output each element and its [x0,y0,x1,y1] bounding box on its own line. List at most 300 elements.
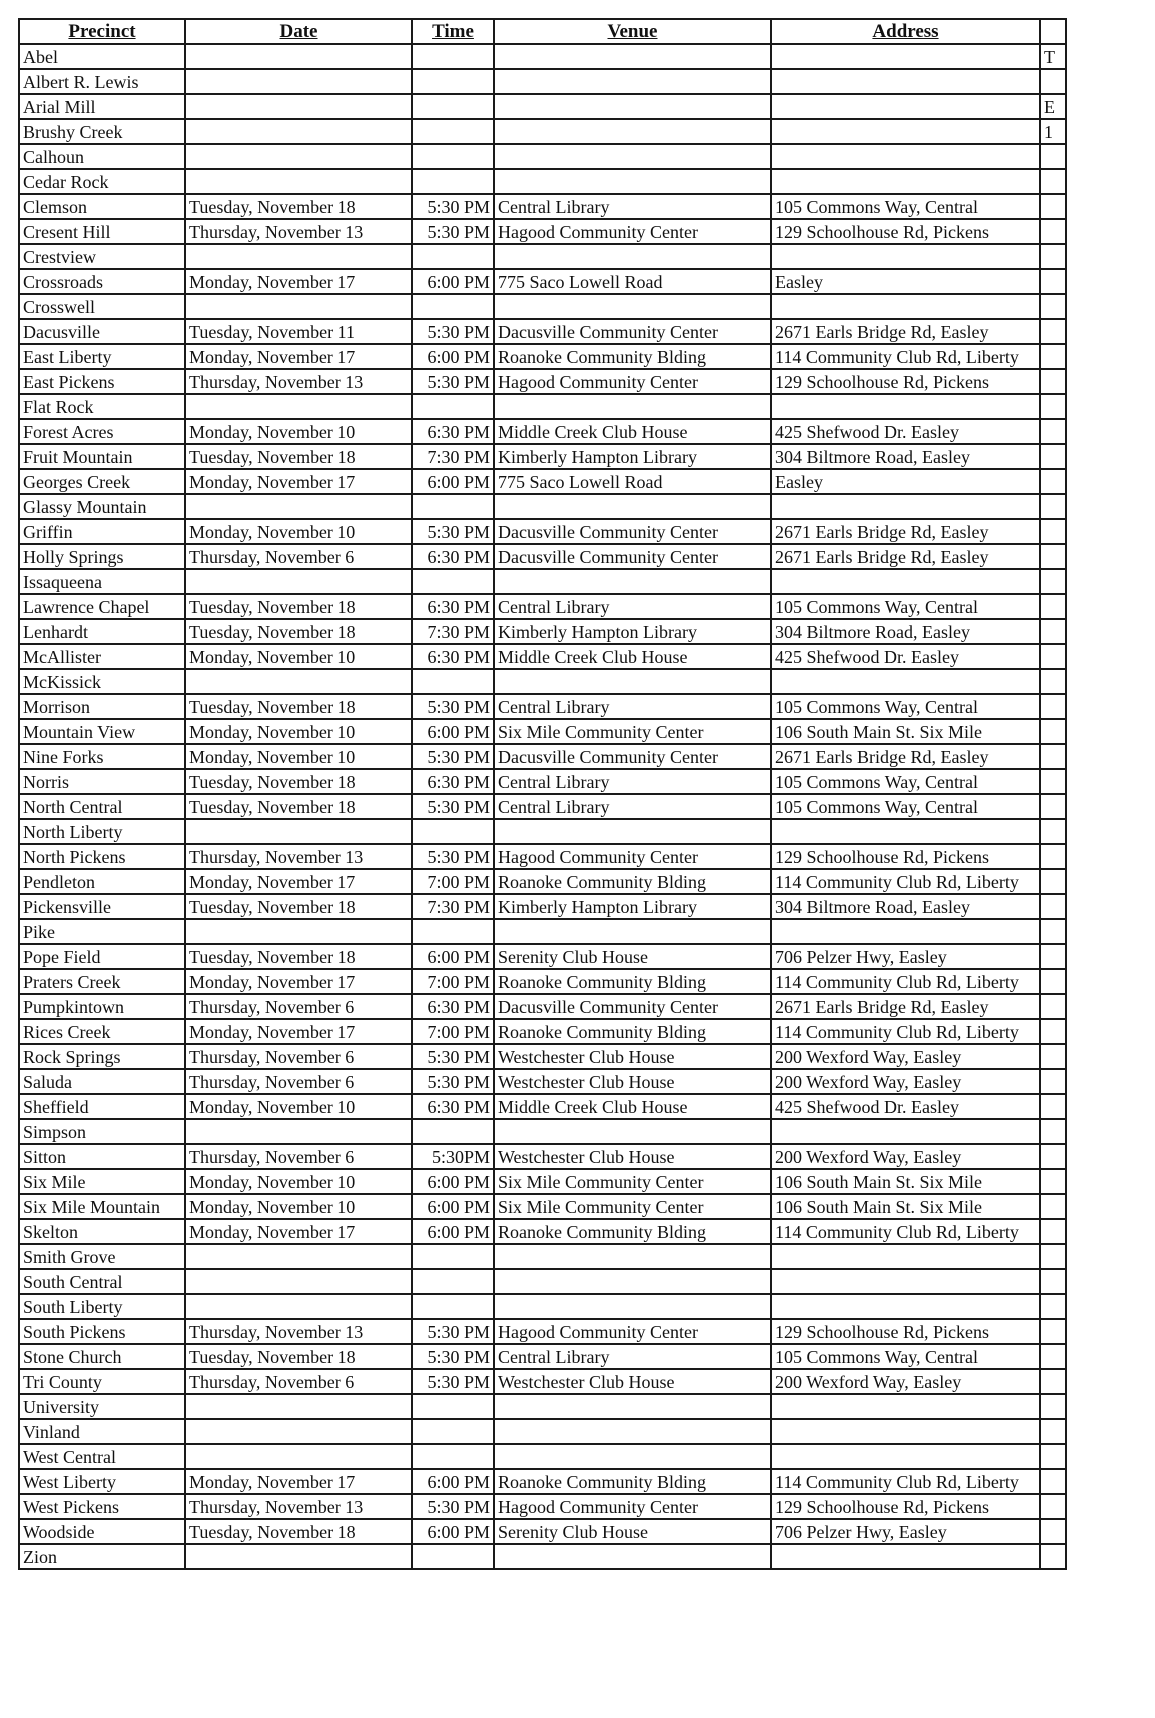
table-row [19,619,1066,644]
time-cell: 6:00 PM [412,1194,494,1219]
address-cell: 129 Schoolhouse Rd, Pickens [771,844,1040,869]
cropped-cell [1040,894,1066,919]
precinct-cell: Albert R. Lewis [19,69,185,94]
precinct-cell: Pumpkintown [19,994,185,1019]
table-row [19,169,1066,194]
precinct-cell: Six Mile Mountain [19,1194,185,1219]
venue-cell: Roanoke Community Blding [494,344,771,369]
time-cell: 5:30 PM [412,1319,494,1344]
venue-cell [494,119,771,144]
date-cell: Monday, November 17 [185,1019,412,1044]
precinct-cell: Lenhardt [19,619,185,644]
precinct-cell: Calhoun [19,144,185,169]
cropped-cell [1040,869,1066,894]
date-cell [185,244,412,269]
precinct-cell: Rices Creek [19,1019,185,1044]
address-cell: 106 South Main St. Six Mile [771,719,1040,744]
precinct-cell: Pendleton [19,869,185,894]
date-cell: Monday, November 10 [185,1194,412,1219]
precinct-cell: Griffin [19,519,185,544]
precinct-cell: Tri County [19,1369,185,1394]
header-time: Time [412,19,494,44]
cropped-cell [1040,544,1066,569]
venue-cell: Westchester Club House [494,1069,771,1094]
cropped-cell [1040,919,1066,944]
cropped-cell [1040,344,1066,369]
address-cell: 425 Shefwood Dr. Easley [771,419,1040,444]
table-body [19,44,1066,1569]
cropped-cell [1040,469,1066,494]
date-cell: Tuesday, November 18 [185,619,412,644]
venue-cell: Kimberly Hampton Library [494,444,771,469]
date-cell: Monday, November 17 [185,969,412,994]
table-row [19,594,1066,619]
table-row [19,519,1066,544]
date-cell [185,44,412,69]
address-cell [771,394,1040,419]
table-row [19,1394,1066,1419]
venue-cell: Dacusville Community Center [494,744,771,769]
address-cell: 425 Shefwood Dr. Easley [771,1094,1040,1119]
cropped-cell [1040,494,1066,519]
date-cell: Monday, November 17 [185,269,412,294]
table-row [19,469,1066,494]
time-cell [412,919,494,944]
date-cell [185,494,412,519]
cropped-cell [1040,969,1066,994]
date-cell: Monday, November 10 [185,744,412,769]
time-cell [412,69,494,94]
venue-cell: Roanoke Community Blding [494,1219,771,1244]
date-cell: Thursday, November 13 [185,369,412,394]
time-cell [412,1119,494,1144]
address-cell: 114 Community Club Rd, Liberty [771,1219,1040,1244]
address-cell [771,94,1040,119]
precinct-cell: Vinland [19,1419,185,1444]
venue-cell: Hagood Community Center [494,369,771,394]
precinct-cell: Cedar Rock [19,169,185,194]
table-row [19,369,1066,394]
table-row [19,419,1066,444]
venue-cell: Roanoke Community Blding [494,1019,771,1044]
address-cell [771,44,1040,69]
cropped-cell [1040,1494,1066,1519]
precinct-cell: Sheffield [19,1094,185,1119]
date-cell: Thursday, November 13 [185,844,412,869]
cropped-cell [1040,1444,1066,1469]
time-cell [412,1394,494,1419]
address-cell: Easley [771,269,1040,294]
time-cell: 5:30 PM [412,369,494,394]
precinct-cell: Praters Creek [19,969,185,994]
time-cell [412,1244,494,1269]
address-cell [771,1544,1040,1569]
time-cell: 6:00 PM [412,469,494,494]
venue-cell: Kimberly Hampton Library [494,619,771,644]
time-cell: 6:30 PM [412,594,494,619]
address-cell: 129 Schoolhouse Rd, Pickens [771,1319,1040,1344]
table-row [19,844,1066,869]
table-row [19,1194,1066,1219]
cropped-cell [1040,1019,1066,1044]
table-row [19,194,1066,219]
address-cell [771,919,1040,944]
table-row [19,294,1066,319]
venue-cell: Dacusville Community Center [494,319,771,344]
table-row [19,1269,1066,1294]
time-cell [412,394,494,419]
precinct-cell: Forest Acres [19,419,185,444]
header-date: Date [185,19,412,44]
venue-cell [494,1119,771,1144]
date-cell [185,1444,412,1469]
date-cell: Monday, November 17 [185,869,412,894]
header-cropped-column [1040,19,1066,44]
address-cell: 105 Commons Way, Central [771,694,1040,719]
precinct-cell: Woodside [19,1519,185,1544]
venue-cell: Dacusville Community Center [494,544,771,569]
address-cell: 129 Schoolhouse Rd, Pickens [771,1494,1040,1519]
time-cell [412,294,494,319]
cropped-cell [1040,619,1066,644]
table-row [19,994,1066,1019]
time-cell: 7:30 PM [412,444,494,469]
address-cell: 129 Schoolhouse Rd, Pickens [771,369,1040,394]
cropped-cell [1040,194,1066,219]
venue-cell: Six Mile Community Center [494,1169,771,1194]
table-row [19,1519,1066,1544]
date-cell: Thursday, November 6 [185,1069,412,1094]
time-cell: 6:30 PM [412,544,494,569]
precinct-cell: Crestview [19,244,185,269]
date-cell: Monday, November 10 [185,719,412,744]
cropped-cell [1040,719,1066,744]
address-cell: 105 Commons Way, Central [771,594,1040,619]
venue-cell [494,394,771,419]
address-cell: 105 Commons Way, Central [771,769,1040,794]
time-cell: 5:30 PM [412,794,494,819]
venue-cell: Roanoke Community Blding [494,869,771,894]
address-cell: 304 Biltmore Road, Easley [771,444,1040,469]
table-row [19,1144,1066,1169]
precinct-cell: West Pickens [19,1494,185,1519]
address-cell: 200 Wexford Way, Easley [771,1369,1040,1394]
time-cell: 6:30 PM [412,419,494,444]
address-cell [771,1119,1040,1144]
address-cell: 425 Shefwood Dr. Easley [771,644,1040,669]
cropped-cell [1040,1169,1066,1194]
address-cell [771,244,1040,269]
time-cell [412,819,494,844]
precinct-cell: East Liberty [19,344,185,369]
precinct-cell: Six Mile [19,1169,185,1194]
address-cell: 114 Community Club Rd, Liberty [771,344,1040,369]
venue-cell [494,44,771,69]
cropped-cell [1040,694,1066,719]
venue-cell: Dacusville Community Center [494,994,771,1019]
date-cell: Thursday, November 6 [185,544,412,569]
cropped-cell [1040,144,1066,169]
time-cell: 6:30 PM [412,994,494,1019]
date-cell: Thursday, November 13 [185,1494,412,1519]
date-cell [185,394,412,419]
cropped-cell [1040,69,1066,94]
precinct-schedule-table [18,18,1067,1570]
precinct-cell: West Liberty [19,1469,185,1494]
table-row [19,94,1066,119]
address-cell: 200 Wexford Way, Easley [771,1044,1040,1069]
address-cell: Easley [771,469,1040,494]
table-row [19,1294,1066,1319]
venue-cell [494,1419,771,1444]
date-cell: Monday, November 10 [185,419,412,444]
address-cell [771,1244,1040,1269]
venue-cell: Hagood Community Center [494,844,771,869]
table-row [19,1044,1066,1069]
cropped-cell [1040,994,1066,1019]
cropped-cell: E [1040,94,1066,119]
address-cell: 129 Schoolhouse Rd, Pickens [771,219,1040,244]
time-cell: 5:30 PM [412,1344,494,1369]
date-cell: Tuesday, November 18 [185,769,412,794]
precinct-cell: South Central [19,1269,185,1294]
cropped-cell [1040,594,1066,619]
date-cell [185,69,412,94]
time-cell [412,1419,494,1444]
cropped-cell [1040,944,1066,969]
precinct-cell: West Central [19,1444,185,1469]
venue-cell [494,169,771,194]
venue-cell: Hagood Community Center [494,1319,771,1344]
venue-cell: Hagood Community Center [494,219,771,244]
cropped-cell [1040,1044,1066,1069]
table-row [19,144,1066,169]
time-cell: 7:30 PM [412,619,494,644]
table-row [19,744,1066,769]
cropped-cell [1040,1319,1066,1344]
venue-cell: Westchester Club House [494,1369,771,1394]
date-cell [185,119,412,144]
table-row [19,444,1066,469]
cropped-cell [1040,1344,1066,1369]
precinct-cell: Smith Grove [19,1244,185,1269]
venue-cell: Kimberly Hampton Library [494,894,771,919]
cropped-cell [1040,519,1066,544]
date-cell: Thursday, November 13 [185,219,412,244]
cropped-cell [1040,1219,1066,1244]
table-row [19,669,1066,694]
cropped-cell [1040,1544,1066,1569]
date-cell: Monday, November 10 [185,644,412,669]
time-cell: 6:00 PM [412,719,494,744]
time-cell: 5:30 PM [412,194,494,219]
table-row [19,569,1066,594]
table-row [19,969,1066,994]
address-cell: 106 South Main St. Six Mile [771,1194,1040,1219]
address-cell: 114 Community Club Rd, Liberty [771,969,1040,994]
address-cell: 114 Community Club Rd, Liberty [771,1469,1040,1494]
time-cell: 6:30 PM [412,769,494,794]
date-cell [185,294,412,319]
venue-cell: Roanoke Community Blding [494,1469,771,1494]
cropped-cell [1040,369,1066,394]
address-cell [771,169,1040,194]
date-cell: Monday, November 10 [185,1169,412,1194]
precinct-cell: Morrison [19,694,185,719]
time-cell: 6:00 PM [412,1169,494,1194]
address-cell [771,69,1040,94]
cropped-cell [1040,794,1066,819]
address-cell: 105 Commons Way, Central [771,194,1040,219]
table-row [19,1019,1066,1044]
venue-cell: Central Library [494,769,771,794]
precinct-cell: Brushy Creek [19,119,185,144]
cropped-cell [1040,1194,1066,1219]
precinct-cell: University [19,1394,185,1419]
precinct-cell: Georges Creek [19,469,185,494]
precinct-cell: Mountain View [19,719,185,744]
address-cell: 105 Commons Way, Central [771,794,1040,819]
cropped-cell [1040,569,1066,594]
address-cell [771,119,1040,144]
date-cell: Thursday, November 6 [185,1369,412,1394]
precinct-cell: South Pickens [19,1319,185,1344]
address-cell [771,669,1040,694]
venue-cell: Central Library [494,794,771,819]
time-cell: 5:30 PM [412,1369,494,1394]
venue-cell [494,1244,771,1269]
table-row [19,719,1066,744]
time-cell: 6:00 PM [412,1219,494,1244]
time-cell [412,44,494,69]
precinct-cell: Zion [19,1544,185,1569]
precinct-cell: Glassy Mountain [19,494,185,519]
cropped-cell: T [1040,44,1066,69]
date-cell [185,669,412,694]
cropped-cell [1040,244,1066,269]
time-cell [412,669,494,694]
address-cell: 2671 Earls Bridge Rd, Easley [771,519,1040,544]
venue-cell [494,1544,771,1569]
date-cell: Tuesday, November 18 [185,194,412,219]
precinct-cell: Fruit Mountain [19,444,185,469]
time-cell [412,144,494,169]
venue-cell: Serenity Club House [494,1519,771,1544]
venue-cell: Westchester Club House [494,1144,771,1169]
date-cell: Monday, November 10 [185,519,412,544]
time-cell: 5:30 PM [412,744,494,769]
precinct-cell: Nine Forks [19,744,185,769]
precinct-cell: Stone Church [19,1344,185,1369]
venue-cell [494,669,771,694]
address-cell: 114 Community Club Rd, Liberty [771,869,1040,894]
address-cell: 114 Community Club Rd, Liberty [771,1019,1040,1044]
date-cell: Tuesday, November 18 [185,444,412,469]
table-row [19,1169,1066,1194]
time-cell: 5:30 PM [412,694,494,719]
cropped-cell [1040,1094,1066,1119]
cropped-cell [1040,219,1066,244]
precinct-cell: Pike [19,919,185,944]
table-row [19,694,1066,719]
cropped-cell [1040,1244,1066,1269]
time-cell [412,94,494,119]
venue-cell: 775 Saco Lowell Road [494,269,771,294]
date-cell: Tuesday, November 18 [185,944,412,969]
venue-cell: Central Library [494,1344,771,1369]
time-cell [412,1444,494,1469]
time-cell: 6:00 PM [412,269,494,294]
venue-cell: Central Library [494,594,771,619]
cropped-cell [1040,394,1066,419]
time-cell: 7:00 PM [412,1019,494,1044]
venue-cell [494,244,771,269]
date-cell: Tuesday, November 18 [185,1519,412,1544]
date-cell: Thursday, November 6 [185,994,412,1019]
venue-cell [494,1269,771,1294]
address-cell [771,1294,1040,1319]
cropped-cell [1040,269,1066,294]
date-cell: Monday, November 17 [185,1219,412,1244]
table-row [19,1244,1066,1269]
precinct-cell: Norris [19,769,185,794]
table-row [19,919,1066,944]
venue-cell: Central Library [494,194,771,219]
date-cell: Tuesday, November 11 [185,319,412,344]
table-row [19,894,1066,919]
precinct-cell: South Liberty [19,1294,185,1319]
time-cell: 6:00 PM [412,1519,494,1544]
table-row [19,1444,1066,1469]
precinct-cell: Flat Rock [19,394,185,419]
venue-cell [494,569,771,594]
date-cell: Tuesday, November 18 [185,694,412,719]
date-cell: Monday, November 17 [185,469,412,494]
time-cell [412,244,494,269]
cropped-cell [1040,744,1066,769]
address-cell [771,569,1040,594]
time-cell: 5:30PM [412,1144,494,1169]
address-cell: 200 Wexford Way, Easley [771,1144,1040,1169]
cropped-cell [1040,294,1066,319]
date-cell: Monday, November 17 [185,344,412,369]
venue-cell [494,819,771,844]
venue-cell [494,1394,771,1419]
date-cell: Thursday, November 6 [185,1044,412,1069]
time-cell: 5:30 PM [412,519,494,544]
cropped-cell [1040,769,1066,794]
table-row [19,394,1066,419]
date-cell [185,144,412,169]
time-cell: 6:30 PM [412,644,494,669]
precinct-cell: Pope Field [19,944,185,969]
cropped-cell [1040,644,1066,669]
cropped-cell: 1 [1040,119,1066,144]
time-cell: 5:30 PM [412,1494,494,1519]
date-cell: Tuesday, November 18 [185,594,412,619]
table-row [19,1219,1066,1244]
venue-cell [494,69,771,94]
precinct-cell: Saluda [19,1069,185,1094]
table-row [19,269,1066,294]
cropped-cell [1040,844,1066,869]
cropped-cell [1040,319,1066,344]
address-cell [771,1419,1040,1444]
table-row [19,1469,1066,1494]
table-row [19,1319,1066,1344]
address-cell [771,1269,1040,1294]
time-cell: 5:30 PM [412,1069,494,1094]
